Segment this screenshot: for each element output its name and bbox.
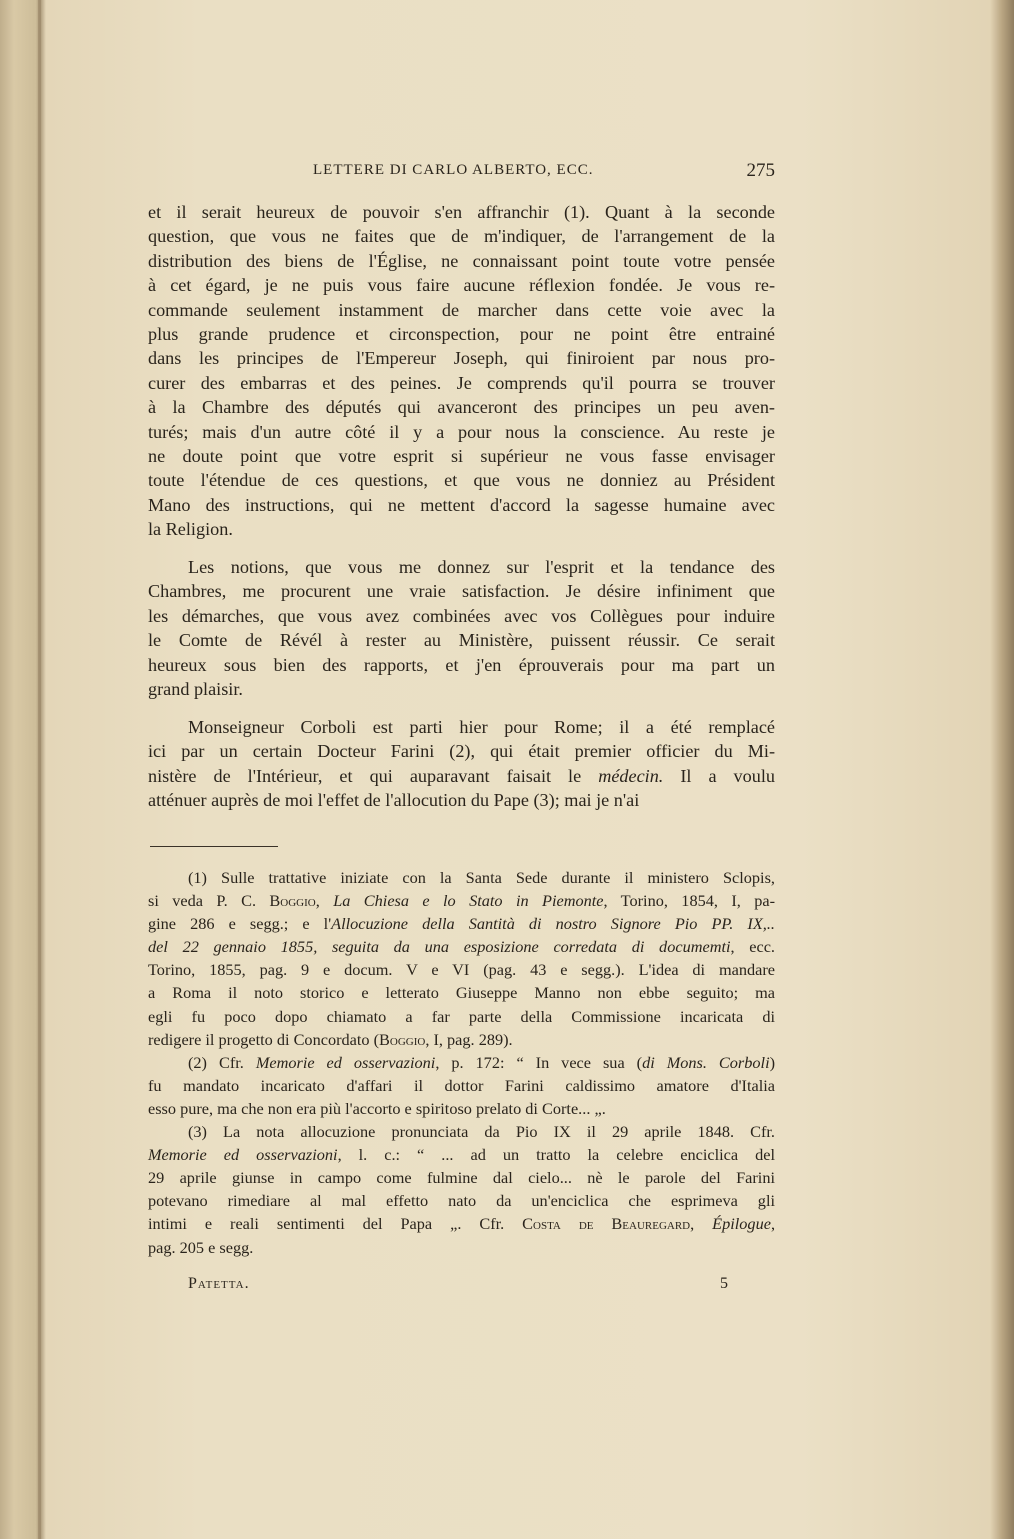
text-segment: ) bbox=[769, 1052, 776, 1072]
text-segment: toute l'étendue de ces questions, et que vous ne donniez au Président bbox=[148, 470, 775, 491]
text-segment: egli fu poco dopo chiamato a far parte della Commissione incaricata di bbox=[148, 1006, 775, 1026]
text-line bbox=[148, 1143, 775, 1166]
footnotes bbox=[148, 866, 775, 1259]
text-segment: del 22 gennaio 1855, seguita da una esposizione corredata di documemti bbox=[148, 937, 731, 957]
text-line bbox=[148, 764, 775, 788]
footnote bbox=[148, 1120, 775, 1259]
text-line bbox=[148, 715, 775, 739]
paragraph bbox=[148, 715, 775, 813]
footnote bbox=[148, 1051, 775, 1120]
text-line bbox=[148, 1097, 775, 1120]
text-segment: gine 286 e segg.; e l' bbox=[148, 914, 332, 934]
text-line bbox=[148, 1074, 775, 1097]
text-segment: Monseigneur Corboli est parti hier pour Rome; il a été remplacé bbox=[188, 716, 775, 737]
footnote-rule bbox=[150, 846, 278, 847]
paragraph bbox=[148, 200, 775, 541]
signature-mark: 5 bbox=[720, 1275, 728, 1292]
main-text bbox=[148, 200, 775, 826]
text-segment: plus grande prudence et circonspection, pour ne point être entrainé bbox=[148, 323, 775, 344]
text-line bbox=[148, 889, 775, 912]
text-segment: curer des embarras et des peines. Je comprends qu'il pourra se trouver bbox=[148, 372, 775, 393]
text-segment: nistère de l'Intérieur, et qui auparavant faisait le bbox=[148, 765, 599, 786]
text-segment: Memorie ed osservazioni bbox=[255, 1052, 436, 1072]
text-segment: pag. 205 e segg. bbox=[148, 1237, 254, 1257]
text-line bbox=[148, 628, 775, 652]
text-segment: commande seulement instamment de marcher dans cette voie avec la bbox=[148, 299, 775, 320]
text-segment: , bbox=[770, 1214, 776, 1234]
text-segment: , I, pag. 289). bbox=[425, 1029, 513, 1049]
text-line bbox=[148, 912, 775, 935]
page-footer bbox=[188, 1274, 728, 1294]
text-line bbox=[148, 1166, 775, 1189]
text-line bbox=[148, 420, 775, 444]
text-line bbox=[148, 579, 775, 603]
text-segment: , Torino, 1854, I, pa- bbox=[603, 891, 776, 911]
text-segment: Chambres, me procurent une vraie satisfaction. Je désire infiniment que bbox=[148, 581, 775, 602]
text-line bbox=[148, 468, 775, 492]
text-segment: question, que vous ne faites que de m'indiquer, de l'arrangement de la bbox=[148, 226, 775, 247]
text-segment: , p. 172: “ In vece sua ( bbox=[435, 1052, 643, 1072]
text-segment: , bbox=[315, 891, 334, 911]
text-segment: La Chiesa e lo Stato in Piemonte bbox=[333, 891, 604, 911]
text-line bbox=[148, 788, 775, 812]
text-line bbox=[148, 395, 775, 419]
text-line bbox=[148, 555, 775, 579]
text-segment: , l. c.: “ ... ad un tratto la celebre enciclica del bbox=[337, 1145, 775, 1165]
text-segment: heureux sous bien des rapports, et j'en éprouverais pour ma part un bbox=[148, 654, 775, 675]
page-number: 275 bbox=[746, 160, 775, 181]
text-line bbox=[148, 677, 775, 701]
text-line bbox=[148, 1236, 775, 1259]
running-title: LETTERE DI CARLO ALBERTO, ECC. bbox=[313, 162, 594, 178]
text-line bbox=[148, 1120, 775, 1143]
text-segment: Il a voulu bbox=[663, 765, 775, 786]
text-segment: grand plaisir. bbox=[148, 678, 243, 699]
text-segment: dans les principes de l'Empereur Joseph, qui finiroient par nous pro- bbox=[148, 348, 775, 369]
text-line bbox=[148, 517, 775, 541]
text-line bbox=[148, 739, 775, 763]
text-line bbox=[148, 1189, 775, 1212]
text-segment: atténuer auprès de moi l'effet de l'allocution du Pape (3); mai je n'ai bbox=[148, 789, 640, 810]
text-line bbox=[148, 1051, 775, 1074]
text-segment: , ecc. bbox=[730, 937, 775, 957]
text-segment: Boggio bbox=[269, 891, 316, 911]
signature-author: Patetta. bbox=[188, 1275, 250, 1292]
text-segment: Memorie ed osservazioni bbox=[148, 1145, 338, 1165]
text-segment: les démarches, que vous avez combinées avec vos Collègues pour induire bbox=[148, 605, 775, 626]
text-segment: la Religion. bbox=[148, 519, 233, 540]
text-segment: Épilogue bbox=[712, 1214, 771, 1234]
text-segment: potevano rimediare al mal effetto nato da un'enciclica che esprimeva gli bbox=[148, 1191, 775, 1211]
text-segment: redigere il progetto di Concordato ( bbox=[148, 1029, 380, 1049]
text-segment: fu mandato incaricato d'affari il dottor Farini caldissimo amatore d'Italia bbox=[148, 1075, 775, 1095]
text-line bbox=[148, 1028, 775, 1051]
text-segment: di Mons. Corboli bbox=[642, 1052, 770, 1072]
text-segment: (2) Cfr. bbox=[188, 1052, 256, 1072]
text-segment: à la Chambre des députés qui avanceront des principes un peu aven- bbox=[148, 397, 775, 418]
text-segment: Torino, 1855, pag. 9 e docum. V e VI (pag. 43 e segg.). L'idea di mandare bbox=[148, 960, 775, 980]
running-header bbox=[148, 160, 775, 186]
text-segment: esso pure, ma che non era più l'accorto e spiritoso prelato di Corte... „. bbox=[148, 1098, 606, 1118]
text-segment: médecin. bbox=[598, 765, 664, 786]
text-segment: , bbox=[690, 1214, 713, 1234]
text-line bbox=[148, 249, 775, 273]
text-line bbox=[148, 444, 775, 468]
text-segment: a Roma il noto storico e letterato Giuseppe Manno non ebbe seguito; ma bbox=[148, 983, 775, 1003]
text-segment: Allocuzione della Santità di nostro Signore Pio PP. IX,.. bbox=[331, 914, 775, 934]
footnote bbox=[148, 866, 775, 1051]
text-line bbox=[148, 298, 775, 322]
text-segment: ici par un certain Docteur Farini (2), qui était premier officier du Mi- bbox=[148, 741, 775, 762]
text-line bbox=[148, 958, 775, 981]
text-line bbox=[148, 224, 775, 248]
text-segment: distribution des biens de l'Église, ne connaissant point toute votre pensée bbox=[148, 250, 775, 271]
text-segment: ne doute point que votre esprit si supérieur ne vous fasse envisager bbox=[148, 445, 775, 466]
page-gutter-fold bbox=[38, 0, 41, 1539]
text-segment: turés; mais d'un autre côté il y a pour nous la conscience. Au reste je bbox=[148, 421, 775, 442]
text-line bbox=[148, 604, 775, 628]
text-line bbox=[148, 653, 775, 677]
text-line bbox=[148, 371, 775, 395]
text-segment: intimi e reali sentimenti del Papa „. Cfr. bbox=[148, 1214, 523, 1234]
text-line bbox=[148, 322, 775, 346]
text-line bbox=[148, 493, 775, 517]
paragraph bbox=[148, 555, 775, 701]
text-segment: si veda P. C. bbox=[148, 891, 270, 911]
text-line bbox=[148, 866, 775, 889]
text-line bbox=[148, 273, 775, 297]
text-segment: et il serait heureux de pouvoir s'en affranchir (1). Quant à la seconde bbox=[148, 202, 775, 222]
text-segment: Costa de Beauregard bbox=[522, 1214, 691, 1234]
text-segment: Boggio bbox=[379, 1029, 426, 1049]
text-line bbox=[148, 1212, 775, 1235]
text-segment: (3) La nota allocuzione pronunciata da Pio IX il 29 aprile 1848. Cfr. bbox=[188, 1122, 775, 1142]
text-line bbox=[148, 346, 775, 370]
text-line bbox=[148, 981, 775, 1004]
text-segment: à cet égard, je ne puis vous faire aucune réflexion fondée. Je vous re- bbox=[148, 275, 775, 296]
text-segment: 29 aprile giunse in campo come fulmine dal cielo... nè le parole del Farini bbox=[148, 1168, 775, 1188]
text-segment: le Comte de Révél à rester au Ministère, puissent réussir. Ce serait bbox=[148, 630, 775, 651]
text-line bbox=[148, 200, 775, 224]
text-segment: Mano des instructions, qui ne mettent d'accord la sagesse humaine avec bbox=[148, 494, 775, 515]
text-line bbox=[148, 935, 775, 958]
text-segment: Les notions, que vous me donnez sur l'esprit et la tendance des bbox=[188, 556, 775, 577]
text-segment: (1) Sulle trattative iniziate con la Santa Sede durante il ministero Sclopis, bbox=[188, 868, 775, 887]
text-line bbox=[148, 1005, 775, 1028]
